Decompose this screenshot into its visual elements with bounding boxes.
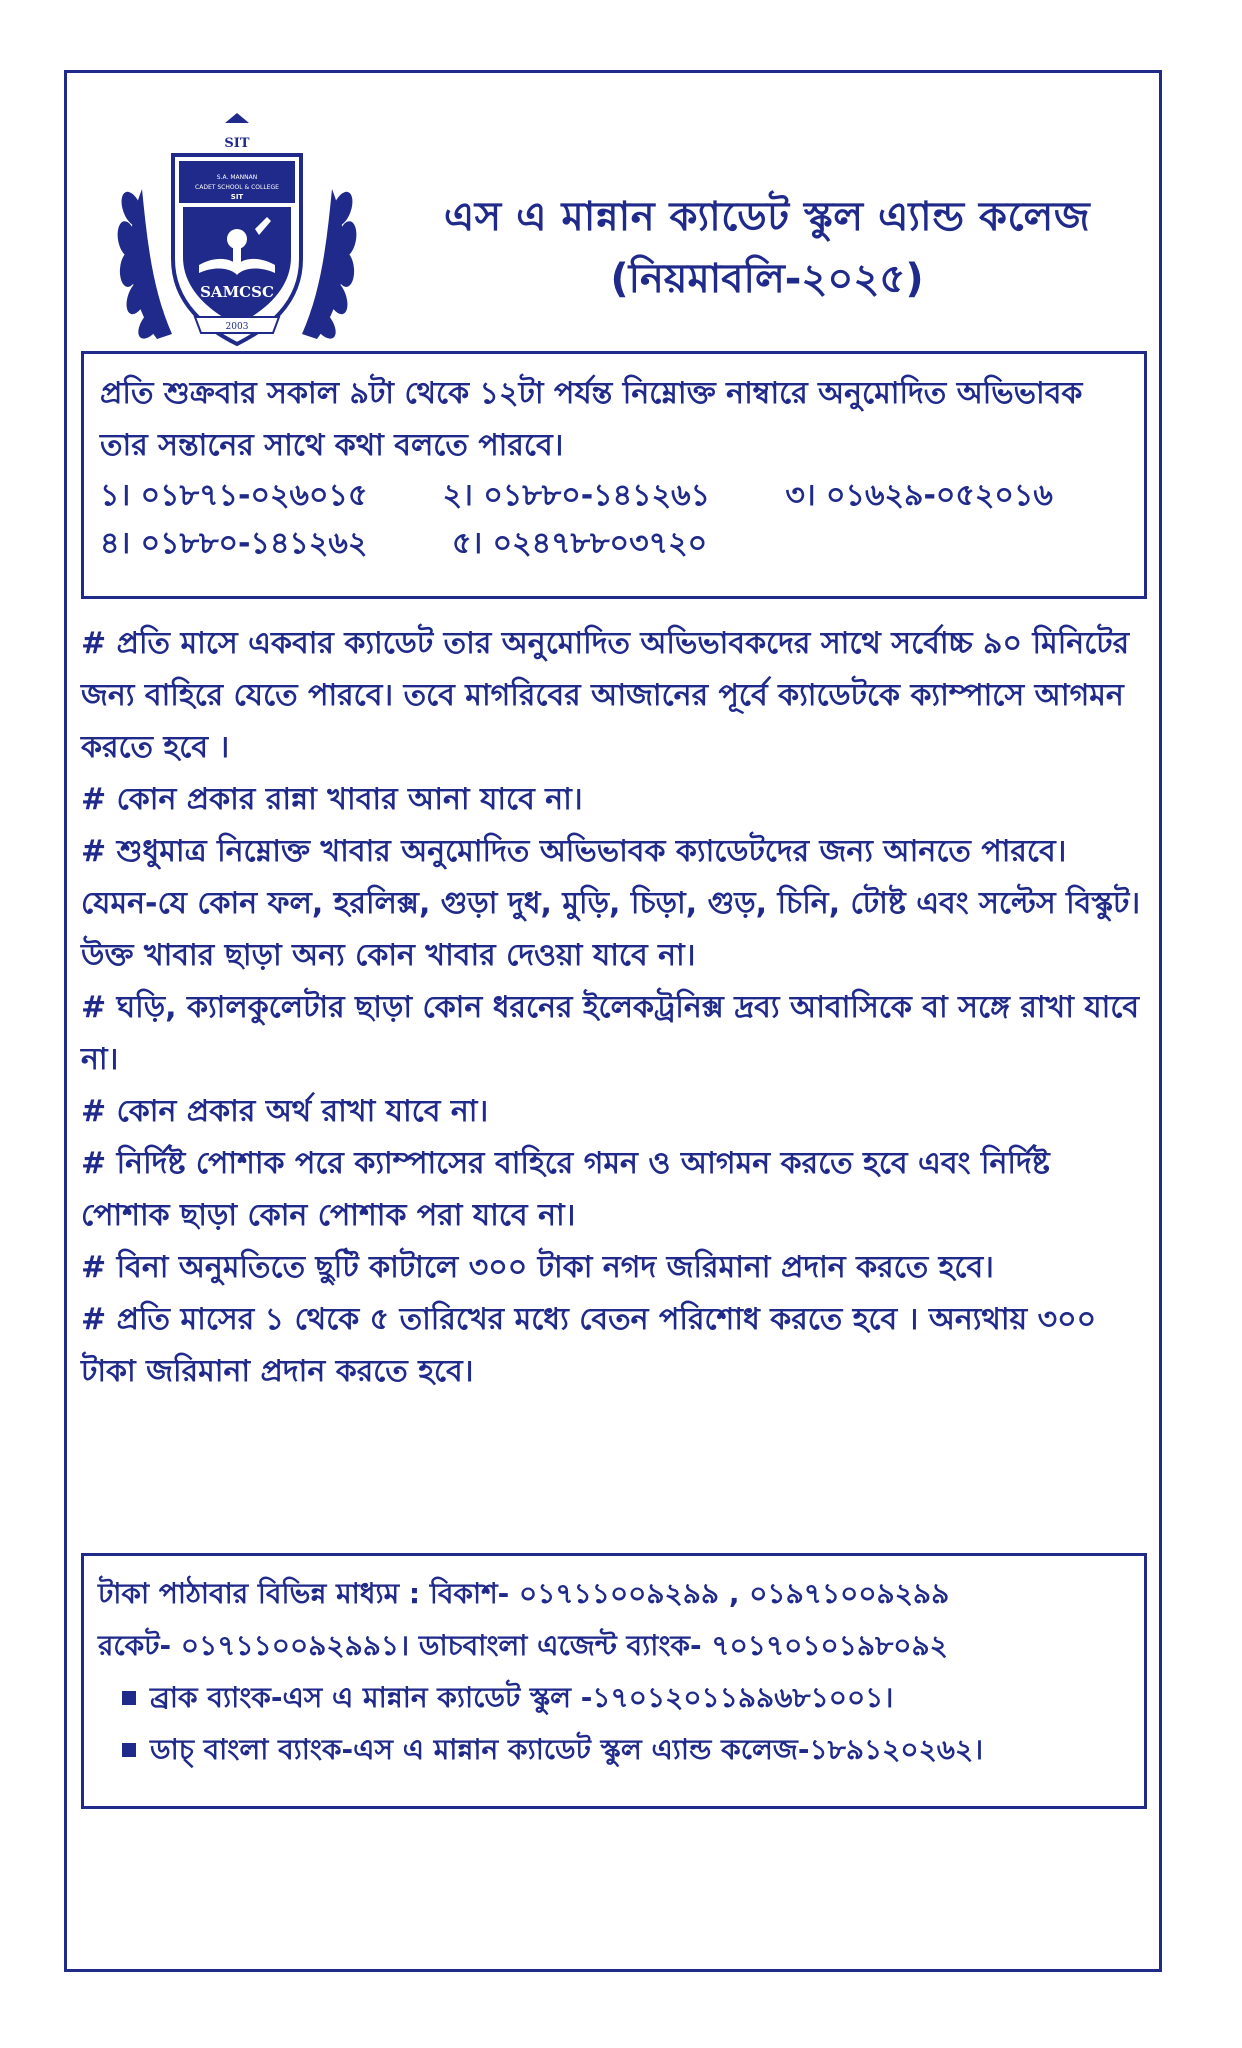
rules-list (81, 618, 1147, 1398)
svg-text:SIT: SIT (230, 193, 244, 201)
svg-text:2003: 2003 (225, 322, 249, 332)
rule-item: # কোন প্রকার অর্থ রাখা যাবে না। (81, 1094, 489, 1129)
phone-number-2: ২। ০১৮৮০-১৪১২৬১ (442, 478, 711, 513)
rule-item: # শুধুমাত্র নিম্নোক্ত খাবার অনুমোদিত অভিভাবক ক্যাডেটদের জন্য আনতে পারবে। যেমন-যে কোন ফল, হরলিক্স, গুড়া দুধ, মুড়ি, চিড়া, গুড়, চিনি, টোষ্ট এবং সল্টেস বিস্কুট। উক্ত খাবার ছাড়া অন্য কোন খাবার দেওয়া যাবে না। (81, 834, 1141, 973)
square-bullet-icon (122, 1691, 136, 1705)
payment-methods-box (81, 1553, 1147, 1809)
payment-bank-item (98, 1672, 1130, 1724)
svg-text:S.A. MANNAN: S.A. MANNAN (216, 174, 258, 181)
rule-item: # বিনা অনুমতিতে ছুটি কাটালে ৩০০ টাকা নগদ জরিমানা প্রদান করতে হবে। (81, 1250, 994, 1285)
phone-row-2 (100, 520, 1128, 568)
payment-bank-text: ডাচ্ বাংলা ব্যাংক-এস এ মান্নান ক্যাডেট স্কুল এ্যান্ড কলেজ-১৮৯১২০২৬২। (150, 1733, 984, 1766)
rule-item: # ঘড়ি, ক্যালকুলেটার ছাড়া কোন ধরনের ইলেকট্রনিক্স দ্রব্য আবাসিকে বা সঙ্গে রাখা যাবে না। (81, 990, 1140, 1077)
phone-contact-box (81, 351, 1147, 599)
svg-text:CADET SCHOOL & COLLEGE: CADET SCHOOL & COLLEGE (195, 184, 279, 191)
square-bullet-icon (122, 1743, 136, 1757)
phone-number-1: ১। ০১৮৭১-০২৬০১৫ (100, 478, 368, 513)
phone-row-1 (100, 472, 1128, 520)
page-frame (64, 70, 1162, 1972)
svg-text:SIT: SIT (224, 136, 250, 151)
title-block (387, 189, 1147, 307)
svg-text:SAMCSC: SAMCSC (200, 283, 274, 301)
rule-item: # প্রতি মাসে একবার ক্যাডেট তার অনুমোদিত অভিভাবকদের সাথে সর্বোচ্চ ৯০ মিনিটের জন্য বাহিরে যেতে পারবে। তবে মাগরিবের আজানের পূর্বে ক্যাডেটকে ক্যাম্পাসে আগমন করতে হবে । (81, 626, 1130, 765)
phone-number-4: ৪। ০১৮৮০-১৪১২৬২ (100, 526, 368, 561)
phone-intro-text: প্রতি শুক্রবার সকাল ৯টা থেকে ১২টা পর্যন্ত নিম্নোক্ত নাম্বারে অনুমোদিত অভিভাবক তার সন্তানের সাথে কথা বলতে পারবে। (100, 376, 1083, 463)
payment-bank-text: ব্রাক ব্যাংক-এস এ মান্নান ক্যাডেট স্কুল -১৭০১২০১১৯৯৬৮১০০১। (150, 1681, 894, 1714)
payment-line-1: টাকা পাঠাবার বিভিন্ন মাধ্যম : বিকাশ- ০১৭১১০০৯২৯৯ , ০১৯৭১০০৯২৯৯ (98, 1577, 950, 1610)
rule-item: # নির্দিষ্ট পোশাক পরে ক্যাম্পাসের বাহিরে গমন ও আগমন করতে হবে এবং নির্দিষ্ট পোশাক ছাড়া কোন পোশাক পরা যাবে না। (81, 1146, 1050, 1233)
header (87, 89, 1145, 389)
rule-item: # প্রতি মাসের ১ থেকে ৫ তারিখের মধ্যে বেতন পরিশোধ করতে হবে । অন্যথায় ৩০০ টাকা জরিমানা প্রদান করতে হবে। (81, 1302, 1097, 1389)
page-title: এস এ মান্নান ক্যাডেট স্কুল এ্যান্ড কলেজ (443, 194, 1091, 240)
rule-item: # কোন প্রকার রান্না খাবার আনা যাবে না। (81, 782, 583, 817)
phone-number-5: ৫। ০২৪৭৮৮০৩৭২০ (452, 526, 708, 561)
page-subtitle: (নিয়মাবলি-২০২৫) (610, 256, 924, 302)
school-logo (87, 89, 387, 389)
phone-number-3: ৩। ০১৬২৯-০৫২০১৬ (785, 478, 1053, 513)
payment-bank-item (98, 1724, 1130, 1776)
payment-line-2: রকেট- ০১৭১১০০৯২৯৯১। ডাচবাংলা এজেন্ট ব্যাংক- ৭০১৭০১০১৯৮০৯২ (98, 1629, 948, 1662)
